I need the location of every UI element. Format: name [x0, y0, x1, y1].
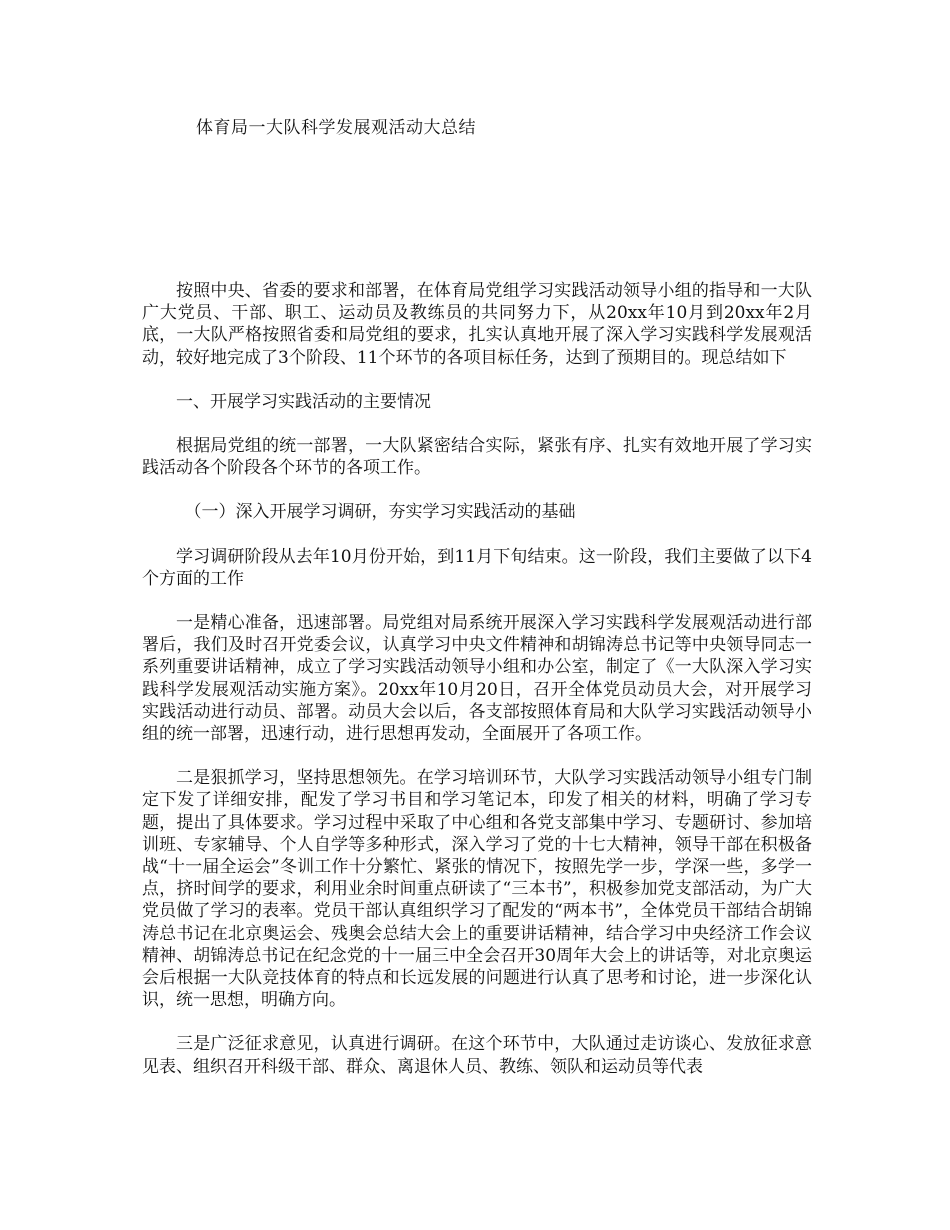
item-2-paragraph: 二是狠抓学习，坚持思想领先。在学习培训环节，大队学习实践活动领导小组专门制定下发了详细安排，配发了学习书目和学习笔记本，印发了相关的材料，明确了学习专题，提出了具体要求。学习过程中采取了中心组和各党支部集中学习、专题研讨、参加培训班、专家辅导、个人自学等多种形式，深入学习了党的十七大精神，领导干部在积极备战“十一届全运会”冬训工作十分繁忙、紧张的情况下，按照先学一步，学深一些，多学一点，挤时间学的要求，利用业余时间重点研读了“三本书”，积极参加党支部活动，为广大党员做了学习的表率。党员干部认真组织学习了配发的“两本书”，全体党员干部结合胡锦涛总书记在北京奥运会、残奥会总结大会上的重要讲话精神，结合学习中央经济工作会议精神、胡锦涛总书记在纪念党的十一届三中全会召开30周年大会上的讲话等，对北京奥运会后根据一大队竞技体育的特点和长远发展的问题进行认真了思考和讨论，进一步深化认识，统一思想，明确方向。 — [142, 768, 812, 1011]
section-1-paragraph: 根据局党组的统一部署，一大队紧密结合实际，紧张有序、扎实有效地开展了学习实践活动各个阶段各个环节的各项工作。 — [142, 436, 812, 479]
item-3-paragraph: 三是广泛征求意见，认真进行调研。在这个环节中，大队通过走访谈心、发放征求意见表、组织召开科级干部、群众、离退休人员、教练、领队和运动员等代表 — [142, 1034, 812, 1077]
item-1-paragraph: 一是精心准备，迅速部署。局党组对局系统开展深入学习实践科学发展观活动进行部署后，我们及时召开党委会议，认真学习中央文件精神和胡锦涛总书记等中央领导同志一系列重要讲话精神，成立了学习实践活动领导小组和办公室，制定了《一大队深入学习实践科学发展观活动实施方案》。20xx年10月20日，召开全体党员动员大会，对开展学习实践活动进行动员、部署。动员大会以后，各支部按照体育局和大队学习实践活动领导小组的统一部署，迅速行动，进行思想再发动，全面展开了各项工作。 — [142, 613, 812, 745]
subsection-heading-1: （一）深入开展学习调研，夯实学习实践活动的基础 — [184, 502, 576, 523]
study-phase-paragraph: 学习调研阶段从去年10月份开始，到11月下旬结束。这一阶段，我们主要做了以下4个方面的工作 — [142, 546, 812, 589]
document-body — [142, 280, 812, 1100]
document-title: 体育局一大队科学发展观活动大总结 — [196, 118, 476, 138]
section-heading-1: 一、开展学习实践活动的主要情况 — [176, 391, 431, 412]
intro-paragraph: 按照中央、省委的要求和部署，在体育局党组学习实践活动领导小组的指导和一大队广大党员、干部、职工、运动员及教练员的共同努力下，从20xx年10月到20xx年2月底，一大队严格按照省委和局党组的要求，扎实认真地开展了深入学习实践科学发展观活动，较好地完成了3个阶段、11个环节的各项目标任务，达到了预期目的。现总结如下 — [142, 281, 812, 368]
